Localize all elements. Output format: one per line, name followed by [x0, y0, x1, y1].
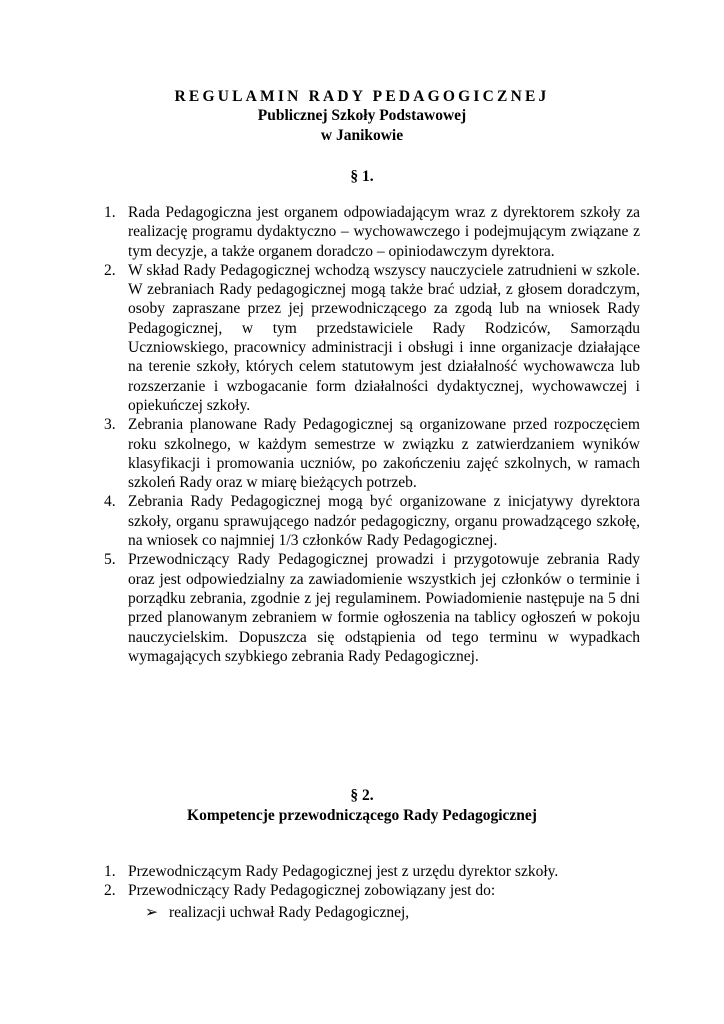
arrow-bullet-icon: ➢	[145, 904, 158, 921]
item-number: 1.	[104, 204, 116, 221]
item-text: W skład Rady Pedagogicznej wchodzą wszyscy nauczyciele zatrudnieni w szkole. W zebraniach Rady pedagogicznej mogą także brać udział, z głosem doradczym, osoby zapraszane przez jej przewodniczącego za zgodą lub na wniosek Rady Pedagogicznej, w tym przedstawiciele Rady Rodziców, Samorządu Uczniowskiego, pracownicy administracji i obsługi i inne organizacje działające na terenie szkoły, których celem statutowym jest działalność wychowawcza lub rozszerzanie i wzbogacanie form działalności dydaktycznej, wychowawczej i opiekuńczej szkoły.	[128, 261, 640, 414]
list-item	[104, 550, 640, 666]
document-title: REGULAMIN RADY PEDAGOGICZNEJ	[174, 88, 550, 105]
item-number: 2.	[104, 261, 116, 279]
sub-list-item	[145, 903, 409, 922]
list-item	[104, 862, 640, 881]
item-number: 5.	[104, 551, 116, 569]
item-text: Rada Pedagogiczna jest organem odpowiadającym wraz z dyrektorem szkoły za realizację programu dydaktyczno – wychowawczego i podejmującym związane z tym decyzje, a także organem doradczo – opiniodawczym dyrektora.	[128, 204, 640, 260]
sub-item-text: realizacji uchwał Rady Pedagogicznej,	[169, 904, 410, 921]
list-item	[104, 415, 640, 492]
item-text: Zebrania planowane Rady Pedagogicznej są organizowane przed rozpoczęciem roku szkolnego, w każdym semestrze w związku z zatwierdzaniem wyników klasyfikacji i promowania uczniów, po zakończeniu zajęć szkolnych, w ramach szkoleń Rady oraz w miarę bieżących potrzeb.	[128, 416, 640, 492]
item-number: 4.	[104, 493, 116, 511]
document-subtitle: Publicznej Szkoły Podstawowej	[257, 107, 467, 124]
item-text: Przewodniczący Rady Pedagogicznej prowadzi i przygotowuje zebrania Rady oraz jest odpowiedzialny za zawiadomienie wszystkich jej członków o terminie i porządku zebrania, zgodnie z jej regulaminem. Powiadomienie następuje na 5 dni przed planowanym zebraniem w formie ogłoszenia na tablicy ogłoszeń w pokoju nauczycielskim. Dopuszcza się odstąpienia od tego terminu w wypadkach wymagających szybkiego zebrania Rady Pedagogicznej.	[128, 551, 640, 665]
item-text: Zebrania Rady Pedagogicznej mogą być organizowane z inicjatywy dyrektora szkoły, organu sprawującego nadzór pedagogiczny, organu prowadzącego szkołę, na wniosek co najmniej 1/3 członków Rady Pedagogicznej.	[128, 493, 640, 550]
list-item	[104, 492, 640, 550]
list-item	[104, 261, 640, 415]
list-item	[104, 881, 640, 900]
document-location: w Janikowie	[320, 127, 404, 144]
section-1-symbol: § 1.	[350, 168, 374, 185]
item-text: Przewodniczący Rady Pedagogicznej zobowiązany jest do:	[128, 882, 496, 900]
item-number: 3.	[104, 416, 116, 434]
list-item	[104, 203, 640, 261]
item-number: 1.	[104, 863, 116, 880]
section-1-list	[104, 203, 640, 666]
section-2-symbol: § 2.	[350, 787, 374, 804]
item-text: Przewodniczącym Rady Pedagogicznej jest z urzędu dyrektor szkoły.	[128, 863, 559, 880]
item-number: 2.	[104, 882, 116, 900]
section-2-title: Kompetencje przewodniczącego Rady Pedagogicznej	[187, 807, 537, 824]
section-2-list	[104, 862, 640, 901]
